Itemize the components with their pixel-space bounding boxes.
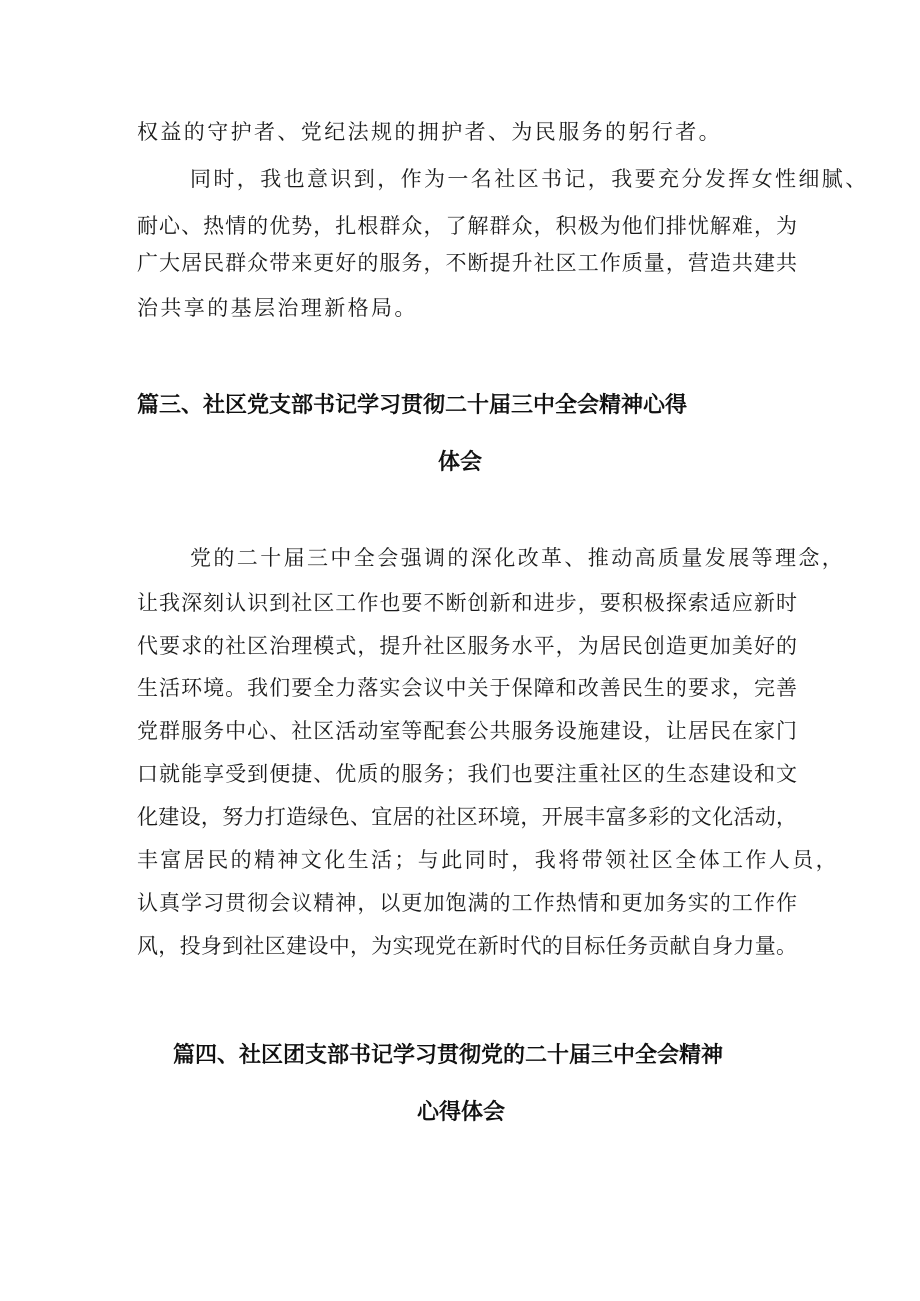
paragraph-line: 权益的守护者、党纪法规的拥护者、为民服务的躬行者。	[137, 120, 722, 144]
paragraph-line: 党群服务中心、社区活动室等配套公共服务设施建设，让居民在家门	[137, 719, 797, 743]
paragraph-line: 生活环境。我们要全力落实会议中关于保障和改善民生的要求，完善	[137, 676, 797, 700]
paragraph-line: 口就能享受到便捷、优质的服务；我们也要注重社区的生态建设和文	[137, 762, 797, 786]
paragraph-line: 耐心、热情的优势，扎根群众，了解群众，积极为他们排忧解难，为	[137, 214, 797, 238]
paragraph-line: 治共享的基层治理新格局。	[137, 296, 418, 320]
paragraph-line: 丰富居民的精神文化生活；与此同时，我将带领社区全体工作人员，	[137, 848, 839, 872]
paragraph-line: 代要求的社区治理模式，提升社区服务水平，为居民创造更加美好的	[137, 634, 797, 658]
paragraph-line: 风，投身到社区建设中，为实现党在新时代的目标任务贡献自身力量。	[137, 934, 797, 958]
section-heading-continued: 心得体会	[417, 1100, 506, 1125]
paragraph-line: 让我深刻认识到社区工作也要不断创新和进步，要积极探索适应新时	[137, 591, 797, 615]
section-heading-continued: 体会	[438, 450, 483, 475]
paragraph-line: 化建设，努力打造绿色、宜居的社区环境，开展丰富多彩的文化活动，	[137, 805, 797, 829]
section-heading: 篇四、社区团支部书记学习贯彻党的二十届三中全会精神	[173, 1043, 724, 1068]
paragraph-line: 同时，我也意识到，作为一名社区书记，我要充分发挥女性细腻、	[190, 167, 869, 191]
paragraph-line: 党的二十届三中全会强调的深化改革、推动高质量发展等理念，	[190, 546, 846, 570]
paragraph-line: 广大居民群众带来更好的服务，不断提升社区工作质量，营造共建共	[137, 251, 797, 275]
section-heading: 篇三、社区党支部书记学习贯彻二十届三中全会精神心得	[137, 393, 688, 418]
paragraph-line: 认真学习贯彻会议精神，以更加饱满的工作热情和更加务实的工作作	[137, 891, 797, 915]
